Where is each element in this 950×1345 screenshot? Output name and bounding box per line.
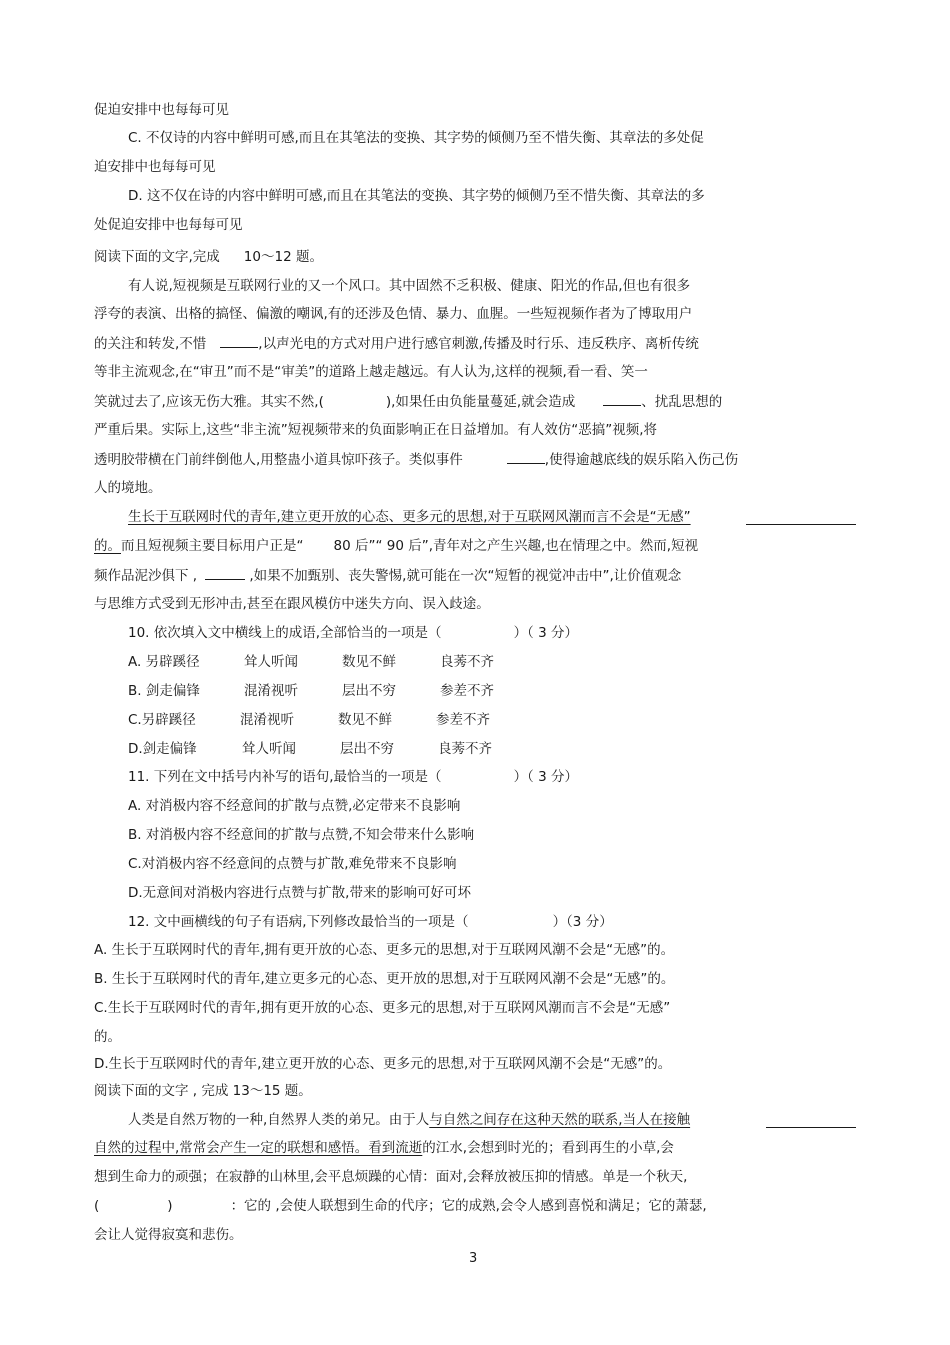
passage2-line4: ( ) ：它的 ,会使人联想到生命的代序；它的成熟,会令人感到喜悦和满足；它的萧瑟, [94,1198,707,1214]
passage1-line6: 严重后果。实际上,这些“非主流”短视频带来的负面影响正在日益增加。有人效仿“恶搞”视频,将 [94,422,658,438]
q10-option-b: B. 剑走偏锋 混淆视听 层出不穷 参差不齐 [128,683,494,699]
passage2-line3: 想到生命力的顽强；在寂静的山林里,会平息烦躁的心情：面对,会释放被压抑的情感。单是一个秋天, [94,1169,688,1185]
passage1-line9: 生长于互联网时代的青年,建立更开放的心态、更多元的思想,对于互联网风潮而言不会是“无感” [128,509,691,525]
passage2-instruction: 阅读下面的文字 , 完成 13～15 题。 [94,1083,312,1099]
blank-3 [507,450,545,464]
passage1-line10: 的。而且短视频主要目标用户正是“ 80 后”“ 90 后”,青年对之产生兴趣,也在情理之中。然而,短视 [94,538,699,554]
underline-extension-2 [766,1127,856,1128]
q10-option-a: A. 另辟蹊径 耸人听闻 数见不鲜 良莠不齐 [128,654,494,670]
underline-extension [746,524,856,525]
q9-option-d-line1: D. 这不仅在诗的内容中鲜明可感,而且在其笔法的变换、其字势的倾侧乃至不惜失衡、其章法的多 [128,188,705,204]
passage2-line1: 人类是自然万物的一种,自然界人类的弟兄。由于人与自然之间存在这种天然的联系,当人在接触 [128,1112,691,1128]
passage1-instruction: 阅读下面的文字,完成 10～12 题。 [94,249,323,265]
passage1-line11: 频作品泥沙俱下 , ,如果不加甄别、丧失警惕,就可能在一次“短暂的视觉冲击中”,让价值观念 [94,568,682,584]
passage2-line5: 会让人觉得寂寞和悲伤。 [94,1227,243,1243]
passage1-line4: 等非主流观念,在“审丑”而不是“审美”的道路上越走越远。有人认为,这样的视频,看一看、笑一 [94,364,648,380]
q9-b-continuation: 促迫安排中也每每可见 [94,102,229,118]
passage1-line8: 人的境地。 [94,480,162,496]
passage2-line2: 自然的过程中,常常会产生一定的联想和感悟。看到流逝的江水,会想到时光的；看到再生的小草,会 [94,1140,674,1156]
passage1-line1: 有人说,短视频是互联网行业的又一个风口。其中固然不乏积极、健康、阳光的作品,但也有很多 [128,278,691,294]
q12-option-c-line2: 的。 [94,1029,121,1045]
q9-option-c-line2: 迫安排中也每每可见 [94,159,216,175]
passage1-line12: 与思维方式受到无形冲击,甚至在跟风模仿中迷失方向、误入歧途。 [94,596,490,612]
q11-option-b: B. 对消极内容不经意间的扩散与点赞,不知会带来什么影响 [128,827,475,843]
q10-option-d: D.剑走偏锋 耸人听闻 层出不穷 良莠不齐 [128,741,492,757]
blank-4 [205,566,245,580]
q12-option-a: A. 生长于互联网时代的青年,拥有更开放的心态、更多元的思想,对于互联网风潮不会是“无感”的。 [94,942,675,958]
q9-option-d-line2: 处促迫安排中也每每可见 [94,217,243,233]
q12-option-b: B. 生长于互联网时代的青年,建立更多元的心态、更开放的思想,对于互联网风潮不会是“无感”的。 [94,971,675,987]
q10-option-c: C.另辟蹊径 混淆视听 数见不鲜 参差不齐 [128,712,490,728]
q12-option-d: D.生长于互联网时代的青年,建立更开放的心态、更多元的思想,对于互联网风潮不会是“无感”的。 [94,1056,672,1072]
blank-2 [603,392,641,406]
passage1-line7: 透明胶带横在门前绊倒他人,用整蛊小道具惊吓孩子。类似事件 ,使得逾越底线的娱乐陷入伤己伤 [94,452,739,468]
passage1-line3: 的关注和转发,不惜 ,以声光电的方式对用户进行感官刺激,传播及时行乐、违反秩序、离析传统 [94,336,699,352]
passage1-line2: 浮夸的表演、出格的搞怪、偏激的嘲讽,有的还涉及色情、暴力、血腥。一些短视频作者为了博取用户 [94,306,693,322]
page-number: 3 [469,1251,478,1266]
q11-option-a: A. 对消极内容不经意间的扩散与点赞,必定带来不良影响 [128,798,461,814]
q12-option-c-line1: C.生长于互联网时代的青年,拥有更开放的心态、更多元的思想,对于互联网风潮而言不会是“无感” [94,1000,671,1016]
q10-stem: 10. 依次填入文中横线上的成语,全部恰当的一项是（ ）（ 3 分） [128,625,578,641]
passage1-line5: 笑就过去了,应该无伤大雅。其实不然,( ),如果任由负能量蔓延,就会造成 、扰乱思想的 [94,394,723,410]
q11-stem: 11. 下列在文中括号内补写的语句,最恰当的一项是（ ）（ 3 分） [128,769,578,785]
q11-option-d: D.无意间对消极内容进行点赞与扩散,带来的影响可好可坏 [128,885,471,901]
q12-stem: 12. 文中画横线的句子有语病,下列修改最恰当的一项是（ ）（3 分） [128,914,613,930]
blank-1 [220,334,258,348]
q9-option-c-line1: C. 不仅诗的内容中鲜明可感,而且在其笔法的变换、其字势的倾侧乃至不惜失衡、其章法的多处促 [128,130,704,146]
q11-option-c: C.对消极内容不经意间的点赞与扩散,难免带来不良影响 [128,856,457,872]
